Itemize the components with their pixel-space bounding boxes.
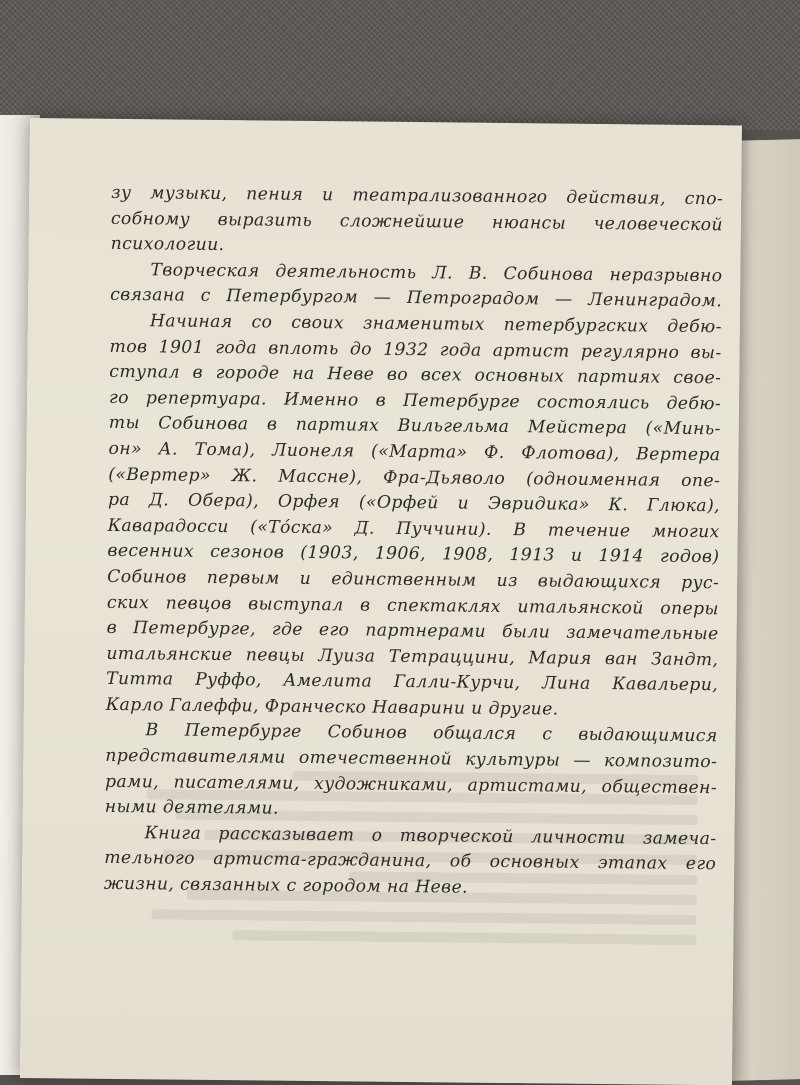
text-line: он» А. Тома), Лионеля («Марта» Ф. Флотова), Вертера	[108, 438, 721, 466]
text-line: Книга рассказывает о творческой личности замеча-	[144, 823, 717, 850]
text-line: В Петербурге Собинов общался с выдающимися	[145, 720, 718, 747]
next-page-edge	[730, 139, 800, 1081]
book-page	[20, 118, 742, 1085]
text-line: весенних сезонов (1903, 1906, 1908, 1913 и 1914 годов)	[107, 541, 720, 568]
text-line: тельного артиста-гражданина, об основных этапах его	[104, 848, 717, 875]
text-line: ских певцов выступал в спектаклях итальянской оперы	[106, 592, 720, 619]
text-line: жизни, связанных с городом на Неве.	[103, 873, 469, 898]
fabric-background	[0, 0, 800, 130]
text-line: Карло Галеффи, Франческо Наварини и другие.	[105, 694, 559, 720]
text-line: собному выразить сложнейшие нюансы человеческой	[110, 208, 724, 235]
text-line: ступал в городе на Неве во всех основных партиях свое-	[109, 362, 722, 389]
text-line: Каварадосси («Тóска» Д. Пуччини). В течение многих	[107, 515, 720, 542]
text-line: го репертуара. Именно в Петербурге состоялись дебю-	[108, 387, 722, 415]
text-line: ты Собинова в партиях Вильгельма Мейстера («Минь-	[108, 413, 721, 440]
text-line: ра Д. Обера), Орфея («Орфей и Эвридика» К. Глюка),	[107, 489, 721, 517]
text-line: связана с Петербургом — Петроградом — Ленинградом.	[110, 285, 723, 312]
text-line: итальянские певцы Луиза Тетраццини, Мария ван Зандт,	[106, 643, 719, 670]
text-line: психологии.	[110, 234, 225, 256]
text-line: Творческая деятельность Л. В. Собинова неразрывно	[150, 260, 723, 287]
text-line: рами, писателями, художниками, артистами, обществен-	[104, 771, 718, 798]
page-text	[104, 181, 723, 904]
text-line: зу музыки, пения и театрализованного действия, спо-	[111, 182, 724, 210]
text-line: в Петербурге, где его партнерами были замечательные	[106, 617, 719, 645]
text-line: Начиная со своих знаменитых петербургских дебю-	[149, 311, 722, 338]
text-line: ными деятелями.	[104, 797, 280, 819]
text-line: представителями отечественной культуры — композито-	[105, 745, 718, 773]
text-line: Собинов первым и единственным из выдающихся рус-	[107, 566, 720, 594]
text-line: тов 1901 года вплоть до 1932 года артист регулярно вы-	[109, 336, 722, 363]
text-line: («Вертер» Ж. Массне), Фра-Дьяволо (одноименная опе-	[108, 464, 721, 491]
text-line: Титта Руффо, Амелита Галли-Курчи, Лина Кавальери,	[106, 669, 719, 696]
